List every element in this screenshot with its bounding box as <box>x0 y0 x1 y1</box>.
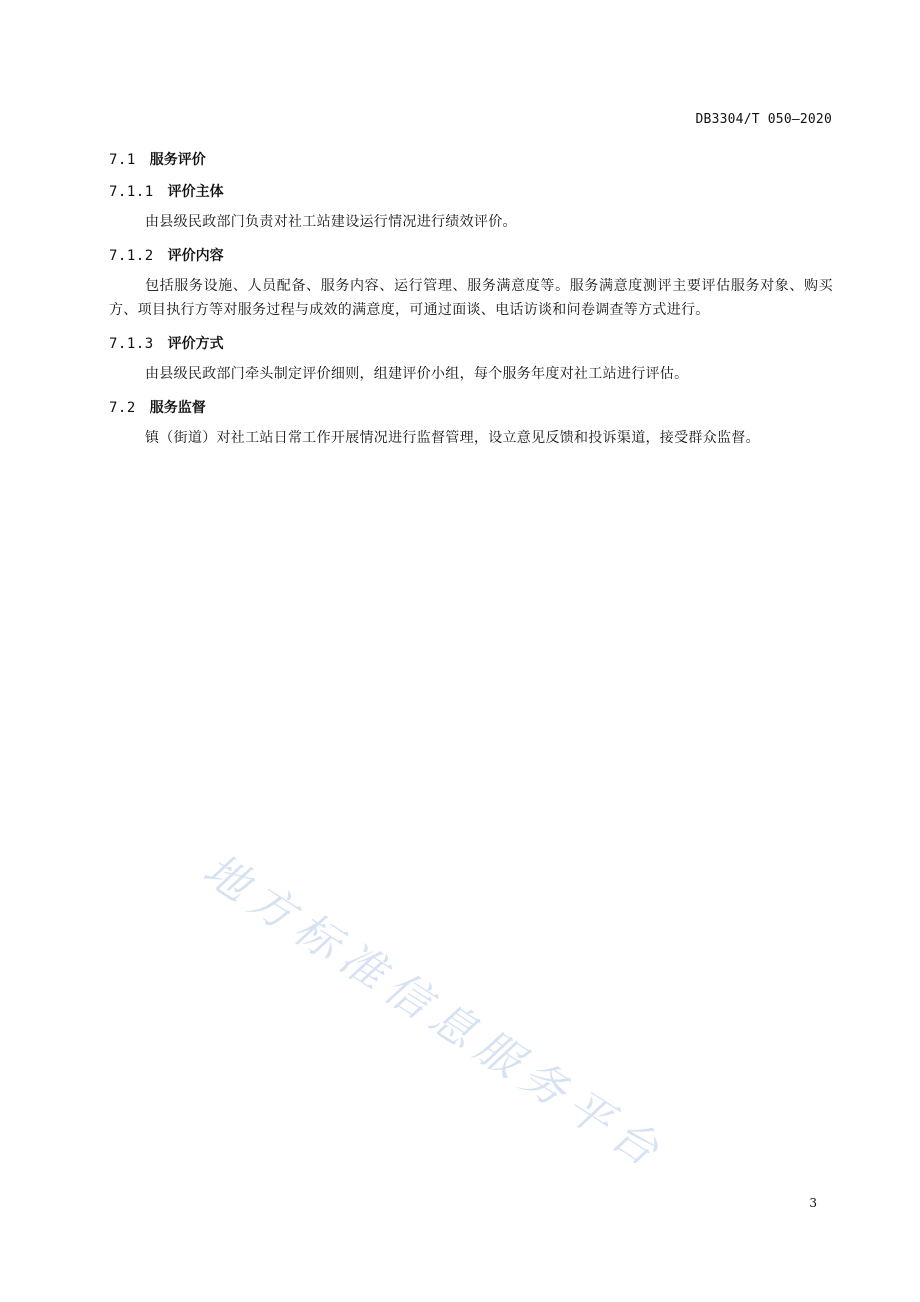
section-7-1-2-text: 包括服务设施、人员配备、服务内容、运行管理、服务满意度等。服务满意度测评主要评估服务对象、购买方、项目执行方等对服务过程与成效的满意度，可通过面谈、电话访谈和问卷调查等方式进行。 <box>109 278 833 318</box>
section-title: 评价内容 <box>167 248 224 264</box>
section-number: 7.1.3 <box>109 336 154 352</box>
section-7-1-1-text: 由县级民政部门负责对社工站建设运行情况进行绩效评价。 <box>145 214 517 230</box>
section-7-1-2-heading <box>109 246 833 266</box>
section-7-2-heading <box>109 398 833 418</box>
section-7-1-1-heading <box>109 182 833 202</box>
document-code: DB3304/T 050—2020 <box>695 112 832 127</box>
document-body <box>109 150 833 450</box>
section-title: 服务监督 <box>149 400 206 416</box>
section-7-2-text: 镇（街道）对社工站日常工作开展情况进行监督管理，设立意见反馈和投诉渠道，接受群众监督。 <box>145 430 760 446</box>
section-7-1-heading <box>109 150 833 170</box>
section-number: 7.1.2 <box>109 248 154 264</box>
section-7-1-3-heading <box>109 334 833 354</box>
section-title: 评价方式 <box>167 336 224 352</box>
section-7-1-3-text: 由县级民政部门牵头制定评价细则，组建评价小组，每个服务年度对社工站进行评估。 <box>145 366 689 382</box>
watermark: 地方标准信息服务平台 <box>194 844 675 1182</box>
section-number: 7.1 <box>109 152 136 168</box>
section-title: 评价主体 <box>167 184 224 200</box>
section-number: 7.2 <box>109 400 136 416</box>
section-number: 7.1.1 <box>109 184 154 200</box>
page-number: 3 <box>809 1196 817 1210</box>
section-title: 服务评价 <box>149 152 206 168</box>
